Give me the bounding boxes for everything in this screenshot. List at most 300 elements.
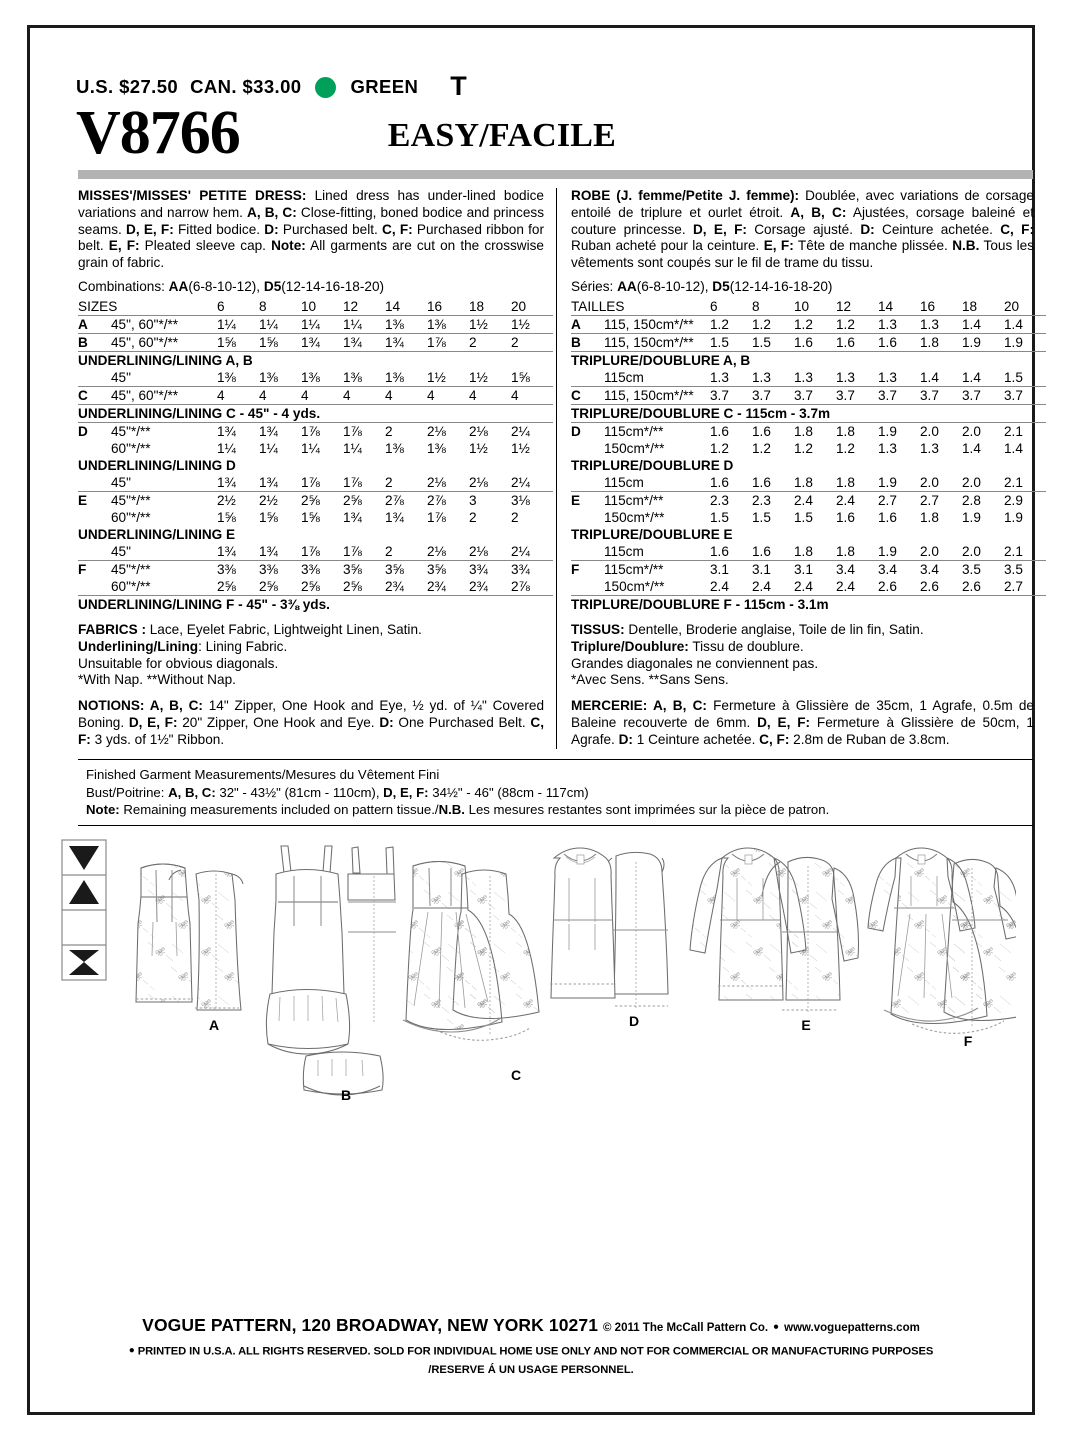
- yardage-value-18: 1½: [469, 315, 511, 333]
- yardage-value-12: 2.4: [836, 578, 855, 594]
- fabric-width: 115cm*/**: [604, 560, 710, 578]
- size-header-8: 8: [259, 298, 267, 314]
- yardage-value-18: 1.4: [962, 315, 1004, 333]
- yardage-value-8: 3.1: [752, 560, 794, 578]
- yardage-value-16: 2.0: [920, 474, 939, 490]
- size-header-14: 14: [878, 298, 894, 314]
- view-d-letter: D: [628, 1013, 640, 1030]
- yardage-value-8: 2.3: [752, 491, 794, 509]
- column-english: [78, 188, 556, 749]
- yardage-value-18: 2.0: [962, 474, 981, 490]
- yardage-value-16: 1.8: [920, 333, 962, 351]
- yardage-value-14: 1.3: [878, 315, 920, 333]
- yardage-value-18: 2⅛: [469, 543, 488, 559]
- fabric-width: 150cm*/**: [604, 578, 665, 594]
- yardage-data-row: [571, 543, 1046, 561]
- view-letter: A: [571, 315, 604, 333]
- yardage-value-14: 1.6: [878, 509, 897, 525]
- yardage-data-row: [571, 422, 1046, 440]
- yardage-value-8: 1.5: [752, 333, 794, 351]
- section-label: TRIPLURE/DOUBLURE E: [571, 526, 733, 542]
- yardage-value-6: 1¾: [217, 474, 236, 490]
- view-letter: B: [78, 333, 111, 351]
- fabric-width: 115cm*/**: [604, 491, 710, 509]
- yardage-value-18: 2: [469, 509, 477, 525]
- yardage-value-14: 1¾: [385, 509, 404, 525]
- nap-symbol-box: [62, 840, 106, 980]
- yardage-value-14: 1⅜: [385, 315, 427, 333]
- fabric-width: 45": [111, 474, 131, 490]
- yardage-value-20: 1.4: [1004, 440, 1023, 456]
- fabric-width: 45", 60"*/**: [111, 333, 217, 351]
- yardage-value-10: 3.7: [794, 386, 836, 404]
- yardage-value-18: 4: [469, 386, 511, 404]
- yardage-value-10: 1.6: [794, 333, 836, 351]
- yardage-value-10: 1.2: [794, 315, 836, 333]
- column-french: [556, 188, 1034, 749]
- section-label: UNDERLINING/LINING C - 45" - 4 yds.: [78, 404, 553, 422]
- yardage-value-6: 2.4: [710, 578, 729, 594]
- yardage-value-14: 2: [385, 543, 393, 559]
- fabric-width: 115cm*/**: [604, 422, 710, 440]
- company-address: VOGUE PATTERN, 120 BROADWAY, NEW YORK 10271: [142, 1314, 599, 1335]
- fabric-width: 45", 60"*/**: [111, 386, 217, 404]
- yardage-value-18: 2⅛: [469, 422, 511, 440]
- yardage-value-18: 2.6: [962, 578, 981, 594]
- yardage-value-8: 1.2: [752, 440, 771, 456]
- fabric-width: 115, 150cm*/**: [604, 315, 710, 333]
- fabrics-fr: TISSUS: Dentelle, Broderie anglaise, Toile de lin fin, Satin. Triplure/Doublure: Tissu de doublure. Grandes diagonales ne conviennent pas. *Avec Sens. **Sans Sens.: [571, 621, 924, 688]
- yardage-value-20: 3.7: [1004, 386, 1046, 404]
- yardage-value-16: 2⅛: [427, 422, 469, 440]
- yardage-value-18: 1.4: [962, 440, 981, 456]
- yardage-value-10: 1.8: [794, 422, 836, 440]
- measurements-bust: Bust/Poitrine: A, B, C: 32" - 43½" (81cm - 110cm), D, E, F: 34½" - 46" (88cm - 117cm): [86, 784, 589, 800]
- yardage-data-row: [78, 422, 553, 440]
- illustration-canvas: [56, 834, 1016, 1116]
- yardage-value-18: 2.0: [962, 422, 1004, 440]
- yardage-value-6: 2⅝: [217, 578, 236, 594]
- description-en: MISSES'/MISSES' PETITE DRESS: Lined dress has under-lined bodice variations and narrow hem. A, B, C: Close-fitting, boned bodice and princess seams. D, E, F: Fitted bodice. D: Purchased belt. C, F: Purchased ribbon for belt. E, F: Pleated sleeve cap. Note: All garments are cut on the crosswise grain of fabric.: [78, 187, 545, 271]
- yardage-value-16: 2.6: [920, 578, 939, 594]
- yardage-value-6: 3.7: [710, 386, 752, 404]
- view-c-letter: C: [510, 1067, 522, 1084]
- yardage-value-18: 2¾: [469, 578, 488, 594]
- yardage-data-row: [571, 474, 1046, 492]
- view-letter: F: [78, 560, 111, 578]
- yardage-value-20: 1.4: [1004, 315, 1046, 333]
- measurements-heading: Finished Garment Measurements/Mesures du Vêtement Fini: [86, 766, 440, 782]
- yardage-value-8: 1.3: [752, 369, 771, 385]
- size-header-20: 20: [511, 298, 527, 314]
- yardage-data-row: [571, 560, 1046, 578]
- view-f-letter: F: [963, 1033, 973, 1050]
- yardage-value-12: 1¾: [343, 333, 385, 351]
- yardage-value-10: 1⅜: [301, 369, 320, 385]
- view-f-illustration: [868, 848, 1016, 1033]
- copyright: © 2011 The McCall Pattern Co.: [603, 1321, 769, 1334]
- yardage-value-6: 1.3: [710, 369, 729, 385]
- size-header-8: 8: [752, 298, 760, 314]
- view-letter: [78, 578, 111, 596]
- view-letter: [571, 440, 604, 457]
- yardage-value-16: 1.3: [920, 315, 962, 333]
- yardage-section-row: [571, 595, 1046, 613]
- bullet-icon-2: ●: [128, 1344, 135, 1356]
- yardage-value-14: 2.6: [878, 578, 897, 594]
- yardage-value-8: 1¼: [259, 440, 278, 456]
- view-e-letter: E: [801, 1017, 811, 1034]
- yardage-value-20: 1½: [511, 315, 553, 333]
- yardage-value-10: 1⅞: [301, 422, 343, 440]
- yardage-section-row: [78, 526, 553, 543]
- yardage-value-16: 2.0: [920, 422, 962, 440]
- website-link[interactable]: www.voguepatterns.com: [784, 1321, 920, 1334]
- yardage-value-16: 1.4: [920, 369, 939, 385]
- yardage-value-10: 1¼: [301, 440, 320, 456]
- yardage-value-16: 1.8: [920, 509, 939, 525]
- yardage-value-20: 2.9: [1004, 491, 1046, 509]
- view-d-illustration: [550, 848, 668, 1008]
- yardage-table-imperial: [78, 298, 553, 613]
- yardage-value-10: 2⅝: [301, 578, 320, 594]
- view-letter: [571, 474, 604, 492]
- yardage-value-10: 2.4: [794, 491, 836, 509]
- size-header-6: 6: [217, 298, 225, 314]
- price-can: CAN. $33.00: [190, 76, 302, 97]
- section-label: TRIPLURE/DOUBLURE C - 115cm - 3.7m: [571, 404, 1046, 422]
- yardage-value-14: 1.3: [878, 440, 897, 456]
- yardage-value-6: 1.5: [710, 333, 752, 351]
- yardage-data-row: [78, 491, 553, 509]
- yardage-value-8: 1¼: [259, 315, 301, 333]
- fabric-width: 45": [111, 543, 131, 559]
- yardage-value-16: 1⅜: [427, 440, 446, 456]
- yardage-data-row: [571, 315, 1046, 333]
- yardage-value-10: 3⅜: [301, 560, 343, 578]
- yardage-value-12: 1.6: [836, 333, 878, 351]
- yardage-value-12: 1.3: [836, 369, 855, 385]
- view-letter: F: [571, 560, 604, 578]
- yardage-value-20: 2¼: [511, 474, 530, 490]
- yardage-value-6: 1¼: [217, 315, 259, 333]
- yardage-section-row: [78, 351, 553, 369]
- yardage-value-8: 1¾: [259, 543, 278, 559]
- measurements-note: Note: Remaining measurements included on pattern tissue./N.B. Les mesures restantes sont imprimées sur la pièce de patron.: [86, 802, 830, 818]
- yardage-value-20: 2⅞: [511, 578, 530, 594]
- yardage-value-14: 2¾: [385, 578, 404, 594]
- yardage-section-row: [78, 595, 553, 613]
- yardage-value-14: 1⅜: [385, 369, 404, 385]
- yardage-header-row: [571, 298, 1046, 316]
- yardage-value-20: 2¼: [511, 422, 553, 440]
- yardage-value-10: 1.2: [794, 440, 813, 456]
- yardage-value-10: 1⅝: [301, 509, 320, 525]
- yardage-value-14: 1⅜: [385, 440, 404, 456]
- size-header-16: 16: [920, 298, 936, 314]
- section-label: TRIPLURE/DOUBLURE A, B: [571, 351, 1046, 369]
- size-header-12: 12: [836, 298, 852, 314]
- yardage-data-row: [78, 369, 553, 387]
- yardage-value-18: 2.0: [962, 543, 981, 559]
- yardage-value-6: 3⅜: [217, 560, 259, 578]
- yardage-value-20: 2.7: [1004, 578, 1023, 594]
- yardage-value-20: 2.1: [1004, 474, 1023, 490]
- yardage-value-20: 1⅝: [511, 369, 530, 385]
- yardage-data-row: [78, 333, 553, 351]
- yardage-value-14: 2.7: [878, 491, 920, 509]
- yardage-value-10: 1.8: [794, 474, 813, 490]
- view-letter: E: [78, 491, 111, 509]
- view-letter: D: [78, 422, 111, 440]
- yardage-value-6: 1.2: [710, 440, 729, 456]
- yardage-value-12: 3⅝: [343, 560, 385, 578]
- yardage-value-14: 4: [385, 386, 427, 404]
- yardage-value-20: 2: [511, 509, 519, 525]
- section-label: UNDERLINING/LINING A, B: [78, 351, 553, 369]
- yardage-value-16: 1⅞: [427, 333, 469, 351]
- yardage-value-12: 1⅞: [343, 543, 362, 559]
- yardage-value-16: 3.4: [920, 560, 962, 578]
- fabric-width: 45"*/**: [111, 560, 217, 578]
- yardage-value-8: 4: [259, 386, 301, 404]
- yardage-value-6: 1¼: [217, 440, 236, 456]
- yardage-data-row: [78, 386, 553, 404]
- yardage-value-18: 1.4: [962, 369, 981, 385]
- yardage-value-6: 1⅝: [217, 333, 259, 351]
- yardage-data-row: [78, 315, 553, 333]
- yardage-value-16: 2⅛: [427, 474, 446, 490]
- yardage-value-8: 1¾: [259, 474, 278, 490]
- yardage-data-row: [571, 578, 1046, 596]
- yardage-value-6: 2.3: [710, 491, 752, 509]
- view-letter: [78, 440, 111, 457]
- fabric-width: 115cm: [604, 474, 644, 490]
- notions-fr: MERCERIE: A, B, C: Fermeture à Glissière de 35cm, 1 Agrafe, 0.5m de Baleine recouverte de 6mm. D, E, F: Fermeture à Glissière de 50cm, 1 Agrafe. D: 1 Ceinture achetée. C, F: 2.8m de Ruban de 3.8cm.: [571, 698, 1034, 748]
- yardage-value-10: 1.3: [794, 369, 813, 385]
- notions-en: NOTIONS: A, B, C: 14" Zipper, One Hook and Eye, ½ yd. of ¼" Covered Boning. D, E, F: 20" Zipper, One Hook and Eye. D: One Purchased Belt. C, F: 3 yds. of 1½" Ribbon.: [78, 698, 544, 748]
- yardage-value-14: 2: [385, 474, 393, 490]
- view-b-letter: B: [340, 1087, 352, 1104]
- spacer-cell: [111, 298, 217, 316]
- view-a-illustration: [136, 864, 243, 1010]
- yardage-value-6: 2½: [217, 491, 259, 509]
- yardage-value-12: 2⅝: [343, 578, 362, 594]
- view-e-illustration: [690, 848, 859, 1012]
- yardage-value-20: 4: [511, 386, 553, 404]
- yardage-value-10: 1.8: [794, 543, 813, 559]
- yardage-value-20: 3.5: [1004, 560, 1046, 578]
- yardage-value-12: 1.8: [836, 543, 855, 559]
- yardage-section-row: [571, 404, 1046, 422]
- yardage-value-10: 3.1: [794, 560, 836, 578]
- yardage-value-10: 1⅞: [301, 474, 320, 490]
- yardage-value-12: 1.8: [836, 474, 855, 490]
- yardage-value-8: 2⅝: [259, 578, 278, 594]
- yardage-data-row: [78, 474, 553, 492]
- yardage-value-8: 2.4: [752, 578, 771, 594]
- fabric-width: 45": [111, 369, 131, 385]
- yardage-value-16: 2⅞: [427, 491, 469, 509]
- yardage-value-6: 3.1: [710, 560, 752, 578]
- yardage-value-12: 1¼: [343, 440, 362, 456]
- yardage-value-18: 3.5: [962, 560, 1004, 578]
- yardage-data-row: [571, 509, 1046, 526]
- yardage-value-8: 1⅝: [259, 509, 278, 525]
- yardage-value-18: 3¾: [469, 560, 511, 578]
- footer: [30, 1315, 1032, 1377]
- yardage-value-16: 1½: [427, 369, 446, 385]
- yardage-value-14: 1.6: [878, 333, 920, 351]
- yardage-value-16: 2⅛: [427, 543, 446, 559]
- view-a-letter: A: [208, 1017, 220, 1034]
- price-us: U.S. $27.50: [76, 76, 179, 97]
- fabric-width: 60"*/**: [111, 440, 151, 456]
- yardage-value-16: 4: [427, 386, 469, 404]
- yardage-section-row: [78, 404, 553, 422]
- yardage-value-12: 1.2: [836, 315, 878, 333]
- view-letter: D: [571, 422, 604, 440]
- size-header-20: 20: [1004, 298, 1020, 314]
- yardage-value-8: 1⅝: [259, 333, 301, 351]
- footer-rights-line: [30, 1345, 1032, 1358]
- yardage-value-6: 1.6: [710, 422, 752, 440]
- fabrics-en: FABRICS : Lace, Eyelet Fabric, Lightweight Linen, Satin. Underlining/Lining: Lining Fabric. Unsuitable for obvious diagonals. *With Nap. **Without Nap.: [78, 621, 422, 688]
- yardage-data-row: [571, 440, 1046, 457]
- yardage-value-16: 3.7: [920, 386, 962, 404]
- content-columns: [78, 188, 1036, 749]
- yardage-value-8: 1.2: [752, 315, 794, 333]
- sizes-header: SIZES: [78, 298, 118, 314]
- yardage-value-18: 2.8: [962, 491, 1004, 509]
- section-label: UNDERLINING/LINING D: [78, 457, 236, 473]
- yardage-value-6: 1.2: [710, 315, 752, 333]
- yardage-header-row: [78, 298, 553, 316]
- size-header-12: 12: [343, 298, 359, 314]
- yardage-value-16: 2.0: [920, 543, 939, 559]
- size-header-10: 10: [301, 298, 317, 314]
- yardage-data-row: [78, 509, 553, 526]
- yardage-value-18: 1.9: [962, 509, 981, 525]
- fabric-width: 45", 60"*/**: [111, 315, 217, 333]
- view-letter: A: [78, 315, 111, 333]
- yardage-value-8: 1.5: [752, 509, 771, 525]
- fabric-width: 45"*/**: [111, 422, 217, 440]
- footer-reserve-line: /RESERVE Á UN USAGE PERSONNEL.: [428, 1364, 634, 1376]
- yardage-value-6: 1⅜: [217, 369, 236, 385]
- fabric-width: 115cm: [604, 543, 644, 559]
- yardage-value-14: 3.4: [878, 560, 920, 578]
- size-header-18: 18: [469, 298, 485, 314]
- yardage-data-row: [571, 491, 1046, 509]
- yardage-value-12: 1.2: [836, 440, 855, 456]
- size-header-14: 14: [385, 298, 401, 314]
- yardage-value-20: 2: [511, 333, 553, 351]
- yardage-value-10: 2.4: [794, 578, 813, 594]
- section-label: TRIPLURE/DOUBLURE D: [571, 457, 734, 473]
- yardage-value-16: 1.3: [920, 440, 939, 456]
- header-divider-bar: [78, 170, 1033, 179]
- yardage-value-10: 1¾: [301, 333, 343, 351]
- yardage-data-row: [78, 440, 553, 457]
- yardage-value-16: 3⅝: [427, 560, 469, 578]
- fabric-width: 150cm*/**: [604, 509, 665, 525]
- yardage-value-8: 1.6: [752, 543, 771, 559]
- view-letter: B: [571, 333, 604, 351]
- size-header-6: 6: [710, 298, 718, 314]
- yardage-value-12: 1⅞: [343, 422, 385, 440]
- yardage-value-12: 2.4: [836, 491, 878, 509]
- fabric-width: 115, 150cm*/**: [604, 333, 710, 351]
- view-letter: [78, 369, 111, 387]
- yardage-value-20: 1.9: [1004, 509, 1023, 525]
- combinations-fr: Séries: AA(6-8-10-12), D5(12-14-16-18-20): [571, 279, 833, 295]
- yardage-value-20: 3¾: [511, 560, 553, 578]
- yardage-value-18: 1½: [469, 369, 488, 385]
- yardage-value-6: 1.5: [710, 509, 729, 525]
- yardage-value-20: 3⅛: [511, 491, 553, 509]
- yardage-value-10: 2⅝: [301, 491, 343, 509]
- yardage-data-row: [78, 543, 553, 561]
- view-letter: [78, 509, 111, 526]
- yardage-value-16: 2.7: [920, 491, 962, 509]
- view-letter: [571, 578, 604, 596]
- yardage-value-12: 2⅝: [343, 491, 385, 509]
- description-fr: ROBE (J. femme/Petite J. femme): Doublée, avec variations de corsage entoilé de triplure et ourlet étroit. A, B, C: Ajustées, corsage baleiné et couture princesse. D, E, F: Corsage ajusté. D: Ceinture achetée. C, F: Ruban acheté pour la ceinture. E, F: Tête de manche plissée. N.B. Tous les vêtements sont coupés sur le fil de trame du tissu.: [571, 187, 1035, 271]
- yardage-data-row: [571, 333, 1046, 351]
- yardage-value-14: 1.9: [878, 474, 897, 490]
- yardage-value-14: 1.9: [878, 543, 897, 559]
- yardage-data-row: [571, 386, 1046, 404]
- view-letter: [571, 509, 604, 526]
- bullet-icon: ●: [773, 1321, 780, 1332]
- title-row: [56, 99, 1006, 167]
- yardage-value-16: 2¾: [427, 578, 446, 594]
- yardage-value-6: 1.6: [710, 543, 729, 559]
- yardage-value-12: 1⅞: [343, 474, 362, 490]
- view-b-illustration: [266, 846, 396, 1095]
- yardage-data-row: [571, 369, 1046, 387]
- yardage-value-12: 3.4: [836, 560, 878, 578]
- fabric-width: 150cm*/**: [604, 440, 665, 456]
- yardage-value-20: 1½: [511, 440, 530, 456]
- yardage-value-16: 1⅜: [427, 315, 469, 333]
- yardage-value-8: 1.6: [752, 422, 794, 440]
- color-dot-icon: [315, 77, 336, 98]
- yardage-section-row: [571, 457, 1046, 474]
- fabric-width: 115cm: [604, 369, 644, 385]
- yardage-value-10: 1.5: [794, 509, 813, 525]
- yardage-value-14: 3.7: [878, 386, 920, 404]
- view-c-illustration: [403, 862, 539, 1041]
- yardage-value-18: 3.7: [962, 386, 1004, 404]
- fabric-width: 115, 150cm*/**: [604, 386, 710, 404]
- yardage-value-8: 2½: [259, 491, 301, 509]
- yardage-data-row: [78, 560, 553, 578]
- yardage-value-20: 2.1: [1004, 543, 1023, 559]
- yardage-value-6: 1¾: [217, 422, 259, 440]
- yardage-value-10: 4: [301, 386, 343, 404]
- yardage-value-20: 2.1: [1004, 422, 1046, 440]
- view-letter: [571, 369, 604, 387]
- yardage-value-20: 1.5: [1004, 369, 1023, 385]
- yardage-value-8: 1.6: [752, 474, 771, 490]
- view-letter: [78, 474, 111, 492]
- section-label: UNDERLINING/LINING E: [78, 526, 236, 542]
- view-letter: E: [571, 491, 604, 509]
- yardage-value-14: 1¾: [385, 333, 427, 351]
- view-letter: [571, 543, 604, 561]
